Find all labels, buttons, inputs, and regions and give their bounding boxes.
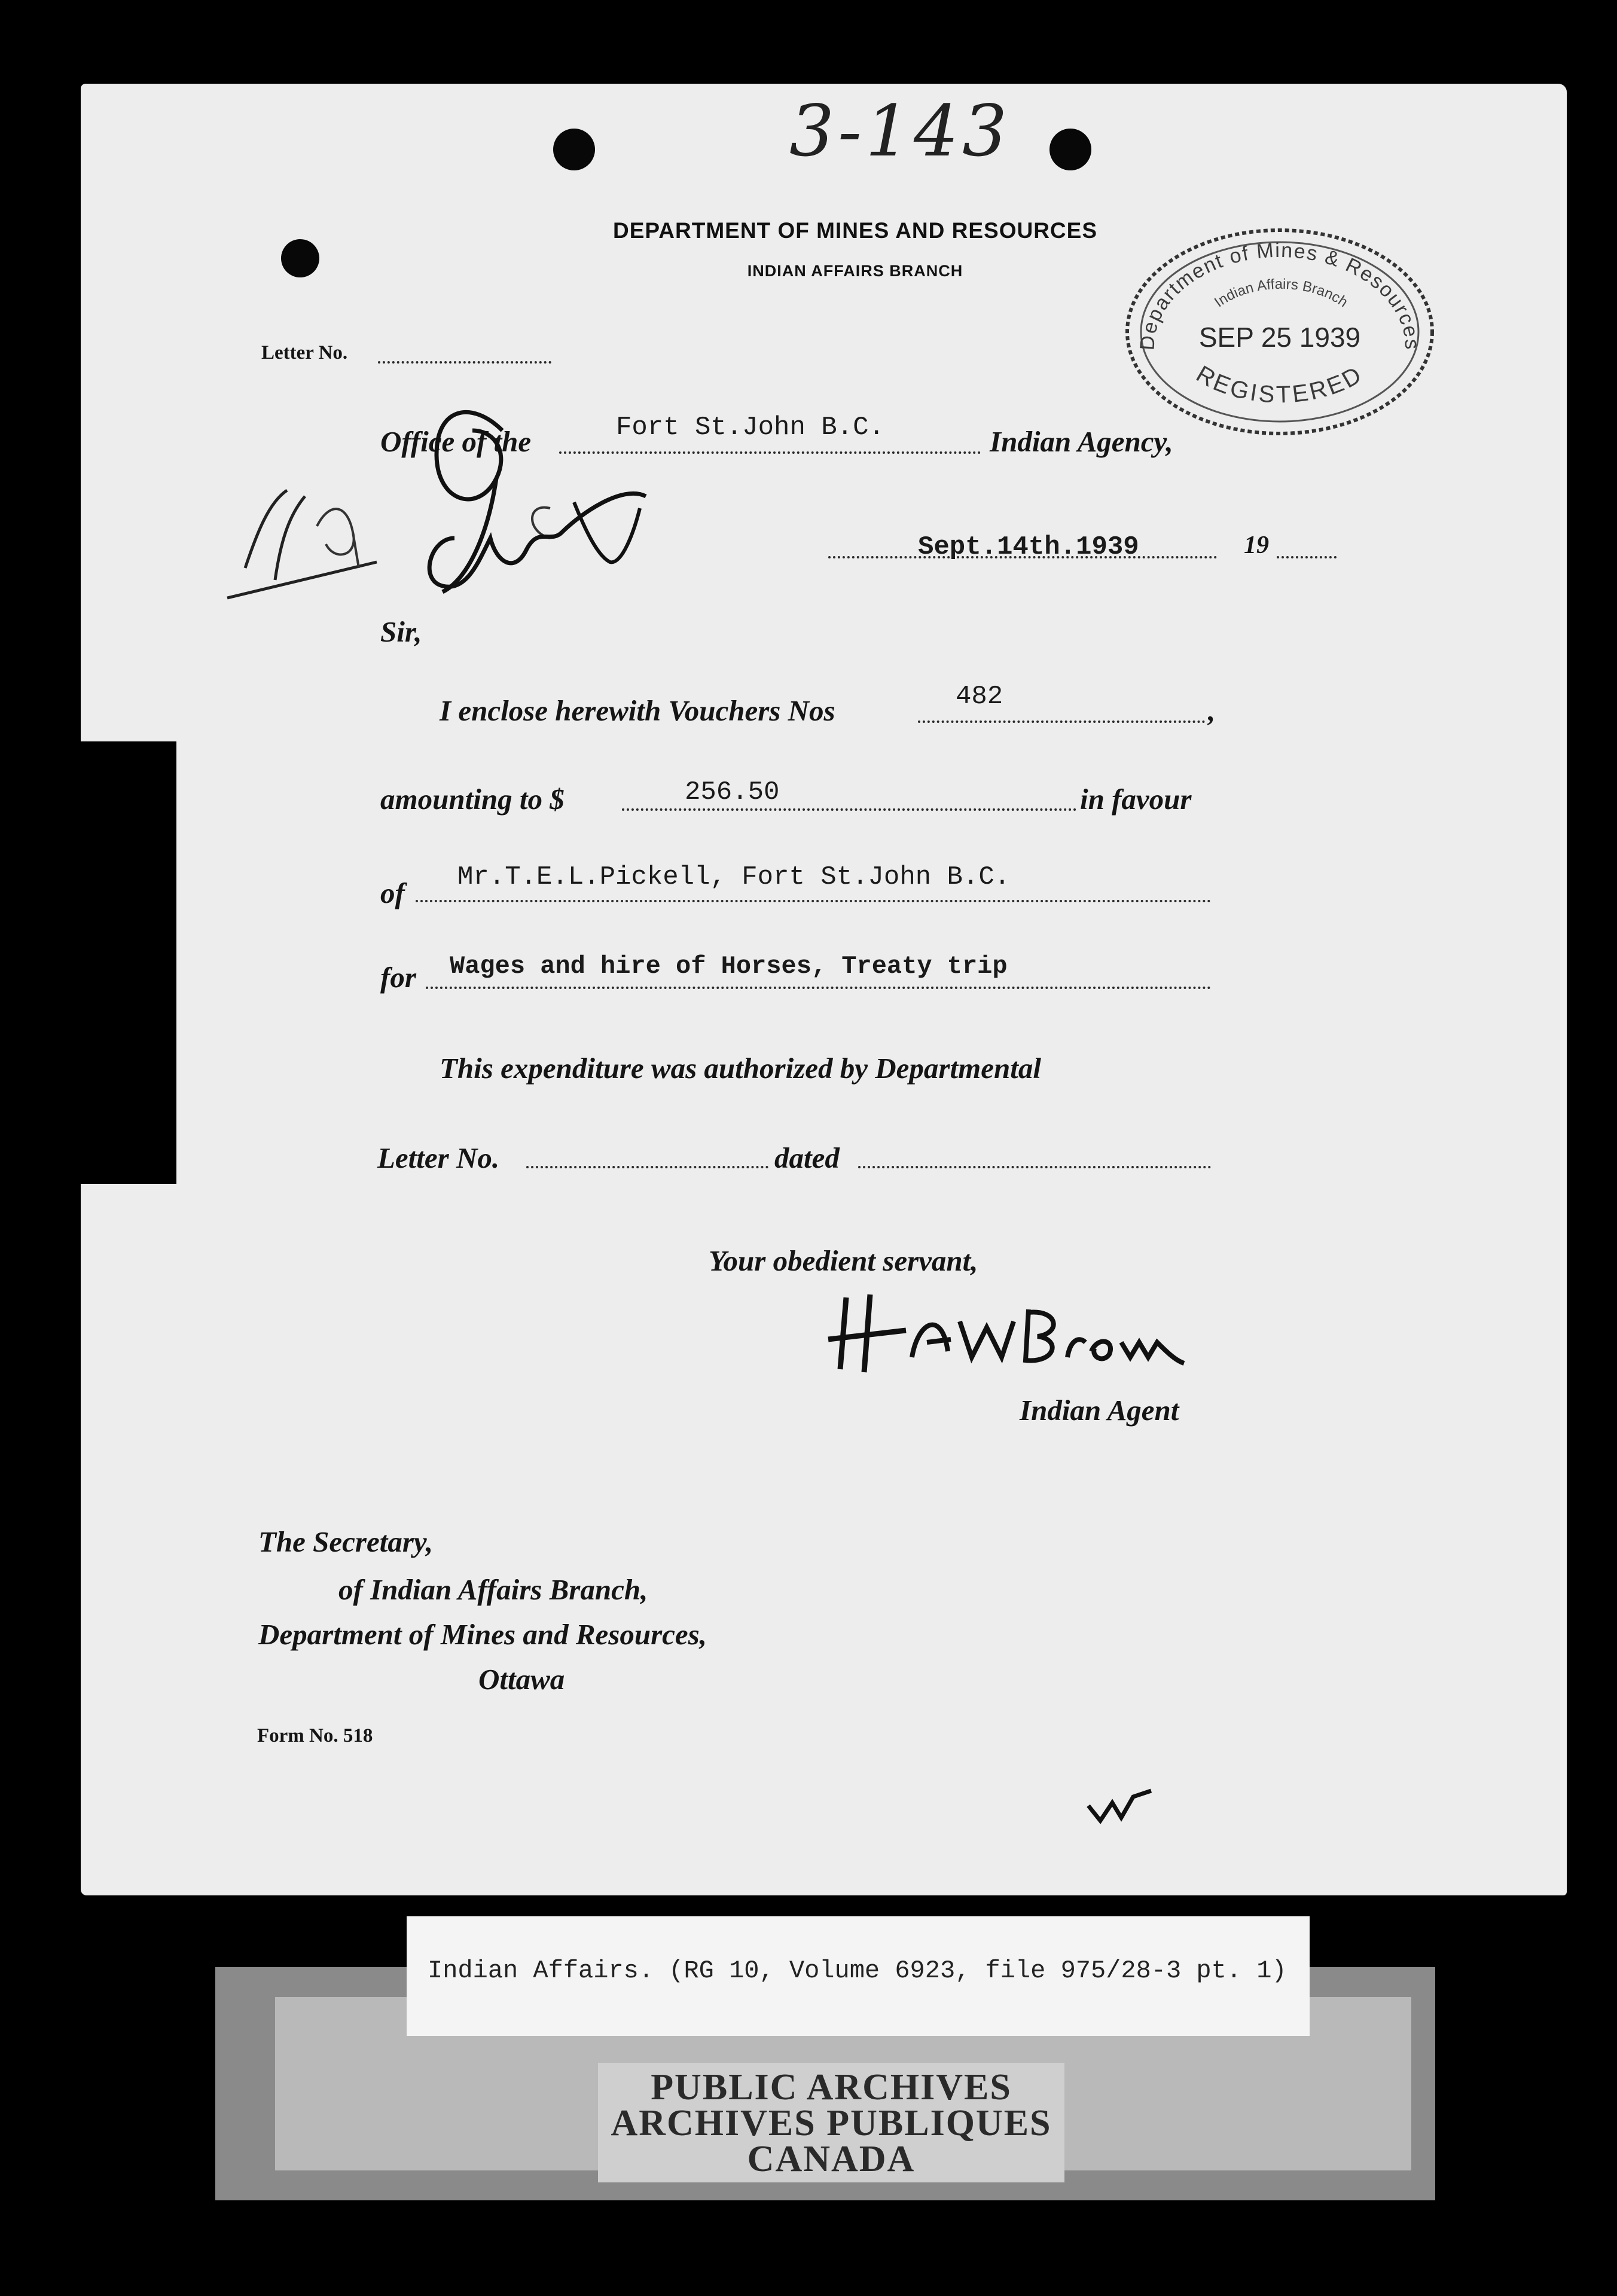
voucher-field [918, 720, 1205, 723]
stamp-bottom-text: REGISTERED [1191, 361, 1368, 408]
punch-hole [1049, 129, 1091, 170]
stamp-top-text: Department of Mines & Resources [1136, 239, 1424, 351]
voucher-comma: , [1208, 694, 1216, 727]
year-field [1277, 556, 1337, 558]
archive-label-line-1: PUBLIC ARCHIVES [651, 2067, 1012, 2108]
salutation: Sir, [380, 615, 422, 648]
for-label: for [380, 961, 416, 994]
agency-label: Indian Agency, [990, 425, 1173, 458]
office-value: Fort St.John B.C. [616, 413, 884, 442]
date-value: Sept.14th.1939 [918, 532, 1139, 562]
agent-signature [822, 1286, 1187, 1381]
handwritten-mark [1085, 1785, 1157, 1827]
punch-hole [553, 129, 595, 170]
dated-label: dated [774, 1141, 840, 1174]
payee-value: Mr.T.E.L.Pickell, Fort St.John B.C. [457, 862, 1011, 892]
purpose-value: Wages and hire of Horses, Treaty trip [450, 952, 1008, 981]
registered-stamp [1118, 218, 1441, 439]
purpose-field [426, 987, 1211, 989]
of-label: of [380, 877, 405, 909]
office-of-label: Office of the [380, 425, 532, 458]
favour-label: in favour [1080, 783, 1192, 816]
branch-heading: INDIAN AFFAIRS BRANCH [747, 262, 963, 280]
amount-value: 256.50 [685, 777, 780, 807]
amount-label: amounting to $ [380, 783, 565, 816]
addressee-line-4: Ottawa [478, 1663, 565, 1696]
addressee-line-3: Department of Mines and Resources, [258, 1618, 707, 1651]
department-heading: DEPARTMENT OF MINES AND RESOURCES [612, 218, 1098, 243]
letter-no-field-2 [526, 1166, 768, 1168]
year-label: 19 [1244, 532, 1269, 559]
payee-field [416, 900, 1211, 902]
letter-no-label: Letter No. [261, 342, 348, 364]
handwritten-initials [215, 383, 742, 658]
archive-label [598, 2063, 1064, 2182]
letter-no-label-2: Letter No. [377, 1141, 500, 1174]
stamp-inner-text: Indian Affairs Branch [1211, 276, 1351, 311]
svg-text:Indian Affairs Branch [1212, 276, 1351, 311]
stamp-date: SEP 25 1939 [1198, 322, 1361, 353]
vouchers-label: I enclose herewith Vouchers Nos [440, 694, 835, 727]
voucher-number: 482 [956, 682, 1003, 712]
amount-field [622, 808, 1076, 811]
svg-text:REGISTERED [1192, 361, 1368, 408]
dated-field [858, 1166, 1211, 1168]
closing: Your obedient servant, [709, 1244, 978, 1277]
archive-label-line-2: ARCHIVES PUBLIQUES [611, 2103, 1052, 2144]
file-number: 3-143 [789, 90, 1011, 172]
addressee-line-1: The Secretary, [258, 1525, 434, 1558]
form-number: Form No. 518 [257, 1725, 373, 1747]
page-edge-shadow [81, 741, 176, 1184]
archive-label-line-3: CANADA [747, 2139, 916, 2179]
punch-hole [281, 239, 319, 277]
letter-no-field [378, 361, 551, 364]
addressee-line-2: of Indian Affairs Branch, [338, 1573, 648, 1606]
authorized-text: This expenditure was authorized by Departmental [440, 1052, 1041, 1085]
archive-reference: Indian Affairs. (RG 10, Volume 6923, file 975/28-3 pt. 1) [428, 1956, 1287, 1985]
signer-title: Indian Agent [1020, 1394, 1179, 1427]
